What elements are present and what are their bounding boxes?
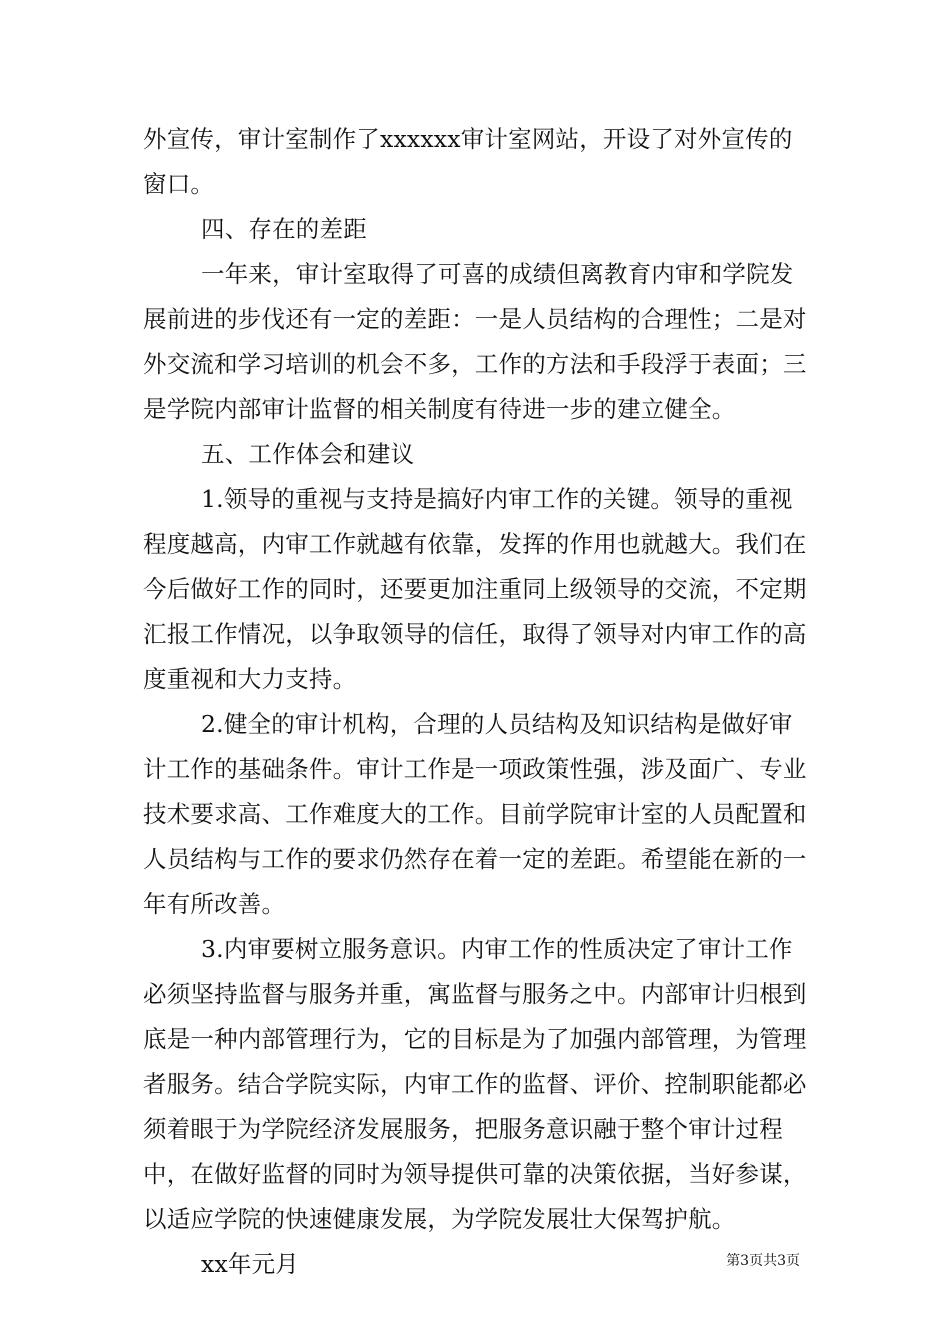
section-heading-gaps: 四、存在的差距 [201,215,367,243]
paragraph-continuation: 外宣传，审计室制作了xxxxxx审计室网站，开设了对外宣传的窗口。 [143,125,793,198]
paragraph-gaps: 一年来，审计室取得了可喜的成绩但离教育内审和学院发展前进的步伐还有一定的差距：一是人员结构的合理性；二是对外交流和学习培训的机会不多，工作的方法和手段浮于表面；三是学院内部审计监督的相关制度有待进一步的建立健全。 [143,260,807,423]
paragraph-suggestion-3: 3.内审要树立服务意识。内审工作的性质决定了审计工作必须坚持监督与服务并重，寓监督与服务之中。内部审计归根到底是一种内部管理行为，它的目标是为了加强内部管理，为管理者服务。结合学院实际，内审工作的监督、评价、控制职能都必须着眼于为学院经济发展服务，把服务意识融于整个审计过程中，在做好监督的同时为领导提供可靠的决策依据，当好参谋，以适应学院的快速健康发展，为学院发展壮大保驾护航。 [143,935,807,1233]
section-heading-suggestions: 五、工作体会和建议 [201,440,415,468]
document-date: xx年元月 [201,1250,300,1278]
paragraph-suggestion-1: 1.领导的重视与支持是搞好内审工作的关键。领导的重视程度越高，内审工作就越有依靠，发挥的作用也就越大。我们在今后做好工作的同时，还要更加注重同上级领导的交流，不定期汇报工作情况，以争取领导的信任，取得了领导对内审工作的高度重视和大力支持。 [143,485,807,693]
page-number: 第3页共3页 [726,1253,800,1269]
document-body [143,117,813,1287]
paragraph-suggestion-2: 2.健全的审计机构，合理的人员结构及知识结构是做好审计工作的基础条件。审计工作是一项政策性强，涉及面广、专业技术要求高、工作难度大的工作。目前学院审计室的人员配置和人员结构与工作的要求仍然存在着一定的差距。希望能在新的一年有所改善。 [143,710,807,918]
